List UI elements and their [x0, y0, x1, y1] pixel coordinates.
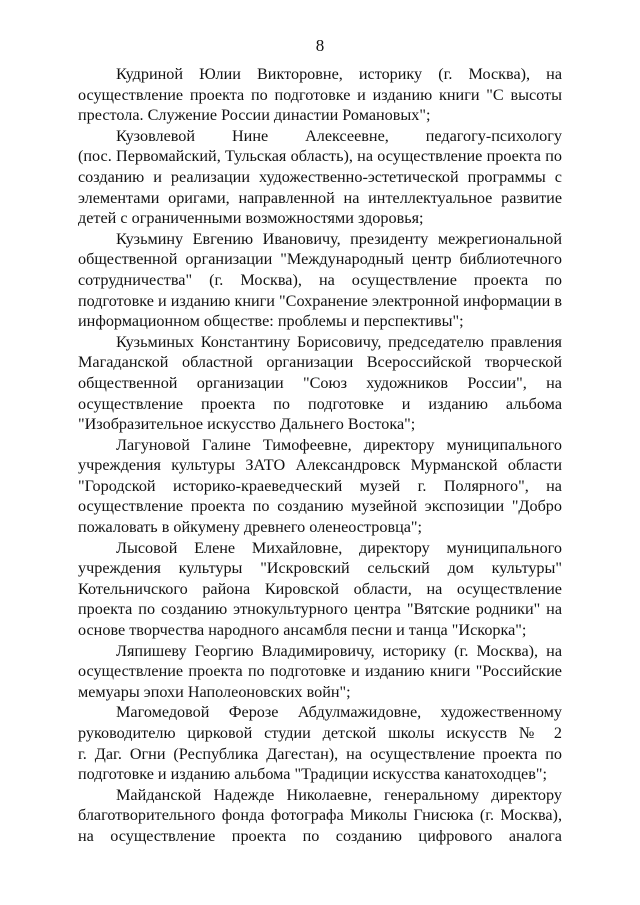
paragraph-line: благотворительного фонда фотографа Миколы Гнисюка (г. Москва), — [78, 806, 562, 825]
paragraph-line: Ляпишеву Георгию Владимировичу, историку (г. Москва), на — [116, 641, 562, 660]
paragraph-line: осуществление проекта по подготовке и изданию книги "С высоты — [78, 85, 562, 104]
paragraph-line: подготовке и изданию альбома "Традиции искусства канатоходцев"; — [78, 765, 547, 784]
paragraph-line: Кузовлевой Нине Алексеевне, педагогу-психологу — [116, 126, 562, 145]
paragraph — [78, 64, 562, 126]
paragraph — [78, 126, 562, 229]
paragraph-line: созданию и реализации художественно-эстетической программы с — [78, 167, 562, 186]
paragraph-line: осуществление проекта по подготовке и изданию альбома — [78, 394, 562, 413]
paragraph-line: осуществление проекта по подготовке и изданию книги "Российские — [78, 662, 562, 681]
page-number: 8 — [315, 36, 325, 55]
paragraph-line: Лысовой Елене Михайловне, директору муниципального — [116, 538, 562, 557]
paragraph-line: Лагуновой Галине Тимофеевне, директору муниципального — [116, 435, 562, 454]
paragraph-line: руководителю цирковой студии детской школы искусств № 2 — [78, 724, 562, 742]
paragraph-line: мемуары эпохи Наполеоновских войн"; — [78, 682, 351, 701]
paragraph — [78, 538, 562, 641]
paragraph — [78, 785, 562, 847]
paragraph — [78, 435, 562, 538]
paragraph-line: общественной организации "Союз художников России", на — [78, 373, 562, 392]
paragraph-line: Магомедовой Ферозе Абдулмажидовне, художественному — [116, 703, 562, 722]
paragraph-line: Кузьмину Евгению Ивановичу, президенту межрегиональной — [116, 229, 562, 248]
paragraph-line: Кузьминых Константину Борисовичу, председателю правления — [116, 332, 562, 351]
paragraph-line: элементами оригами, направленной на интеллектуальное развитие — [78, 188, 562, 207]
paragraph — [78, 229, 562, 332]
paragraph-line: на осуществление проекта по созданию цифрового аналога — [78, 826, 562, 845]
paragraph — [78, 641, 562, 703]
document-body — [78, 64, 562, 847]
paragraph-line: проекта по созданию этнокультурного центра "Вятские родники" на — [78, 600, 562, 619]
paragraph-line: (пос. Первомайский, Тульская область), на осуществление проекта по — [78, 147, 562, 166]
paragraph-line: Кудриной Юлии Викторовне, историку (г. Москва), на — [116, 65, 562, 83]
paragraph-line: г. Даг. Огни (Республика Дагестан), на осуществление проекта по — [78, 744, 562, 763]
paragraph-line: "Городской историко-краеведческий музей г. Полярного", на — [78, 476, 562, 495]
paragraph-line: учреждения культуры ЗАТО Александровск Мурманской области — [78, 456, 562, 475]
paragraph-line: общественной организации "Международный центр библиотечного — [78, 250, 562, 269]
paragraph — [78, 702, 562, 784]
paragraph-line: детей с ограниченными возможностями здоровья; — [78, 209, 424, 228]
paragraph-line: Котельничского района Кировской области, на осуществление — [78, 579, 562, 598]
paragraph-line: информационном обществе: проблемы и перспективы"; — [78, 312, 464, 331]
paragraph-line: "Изобразительное искусство Дальнего Востока"; — [78, 415, 416, 434]
paragraph-line: пожаловать в ойкумену древнего оленеостровца"; — [78, 518, 423, 537]
paragraph-line: сотрудничества" (г. Москва), на осуществление проекта по — [78, 270, 562, 289]
paragraph-line: осуществление проекта по созданию музейной экспозиции "Добро — [78, 497, 562, 516]
paragraph — [78, 332, 562, 435]
paragraph-line: Магаданской областной организации Всероссийской творческой — [78, 353, 562, 372]
paragraph-line: подготовке и изданию книги "Сохранение электронной информации в — [78, 291, 562, 310]
paragraph-line: престола. Служение России династии Романовых"; — [78, 106, 431, 125]
paragraph-line: основе творчества народного ансамбля песни и танца "Искорка"; — [78, 621, 527, 640]
paragraph-line: Майданской Надежде Николаевне, генеральному директору — [116, 785, 562, 804]
paragraph-line: учреждения культуры "Искровский сельский дом культуры" — [78, 559, 562, 578]
